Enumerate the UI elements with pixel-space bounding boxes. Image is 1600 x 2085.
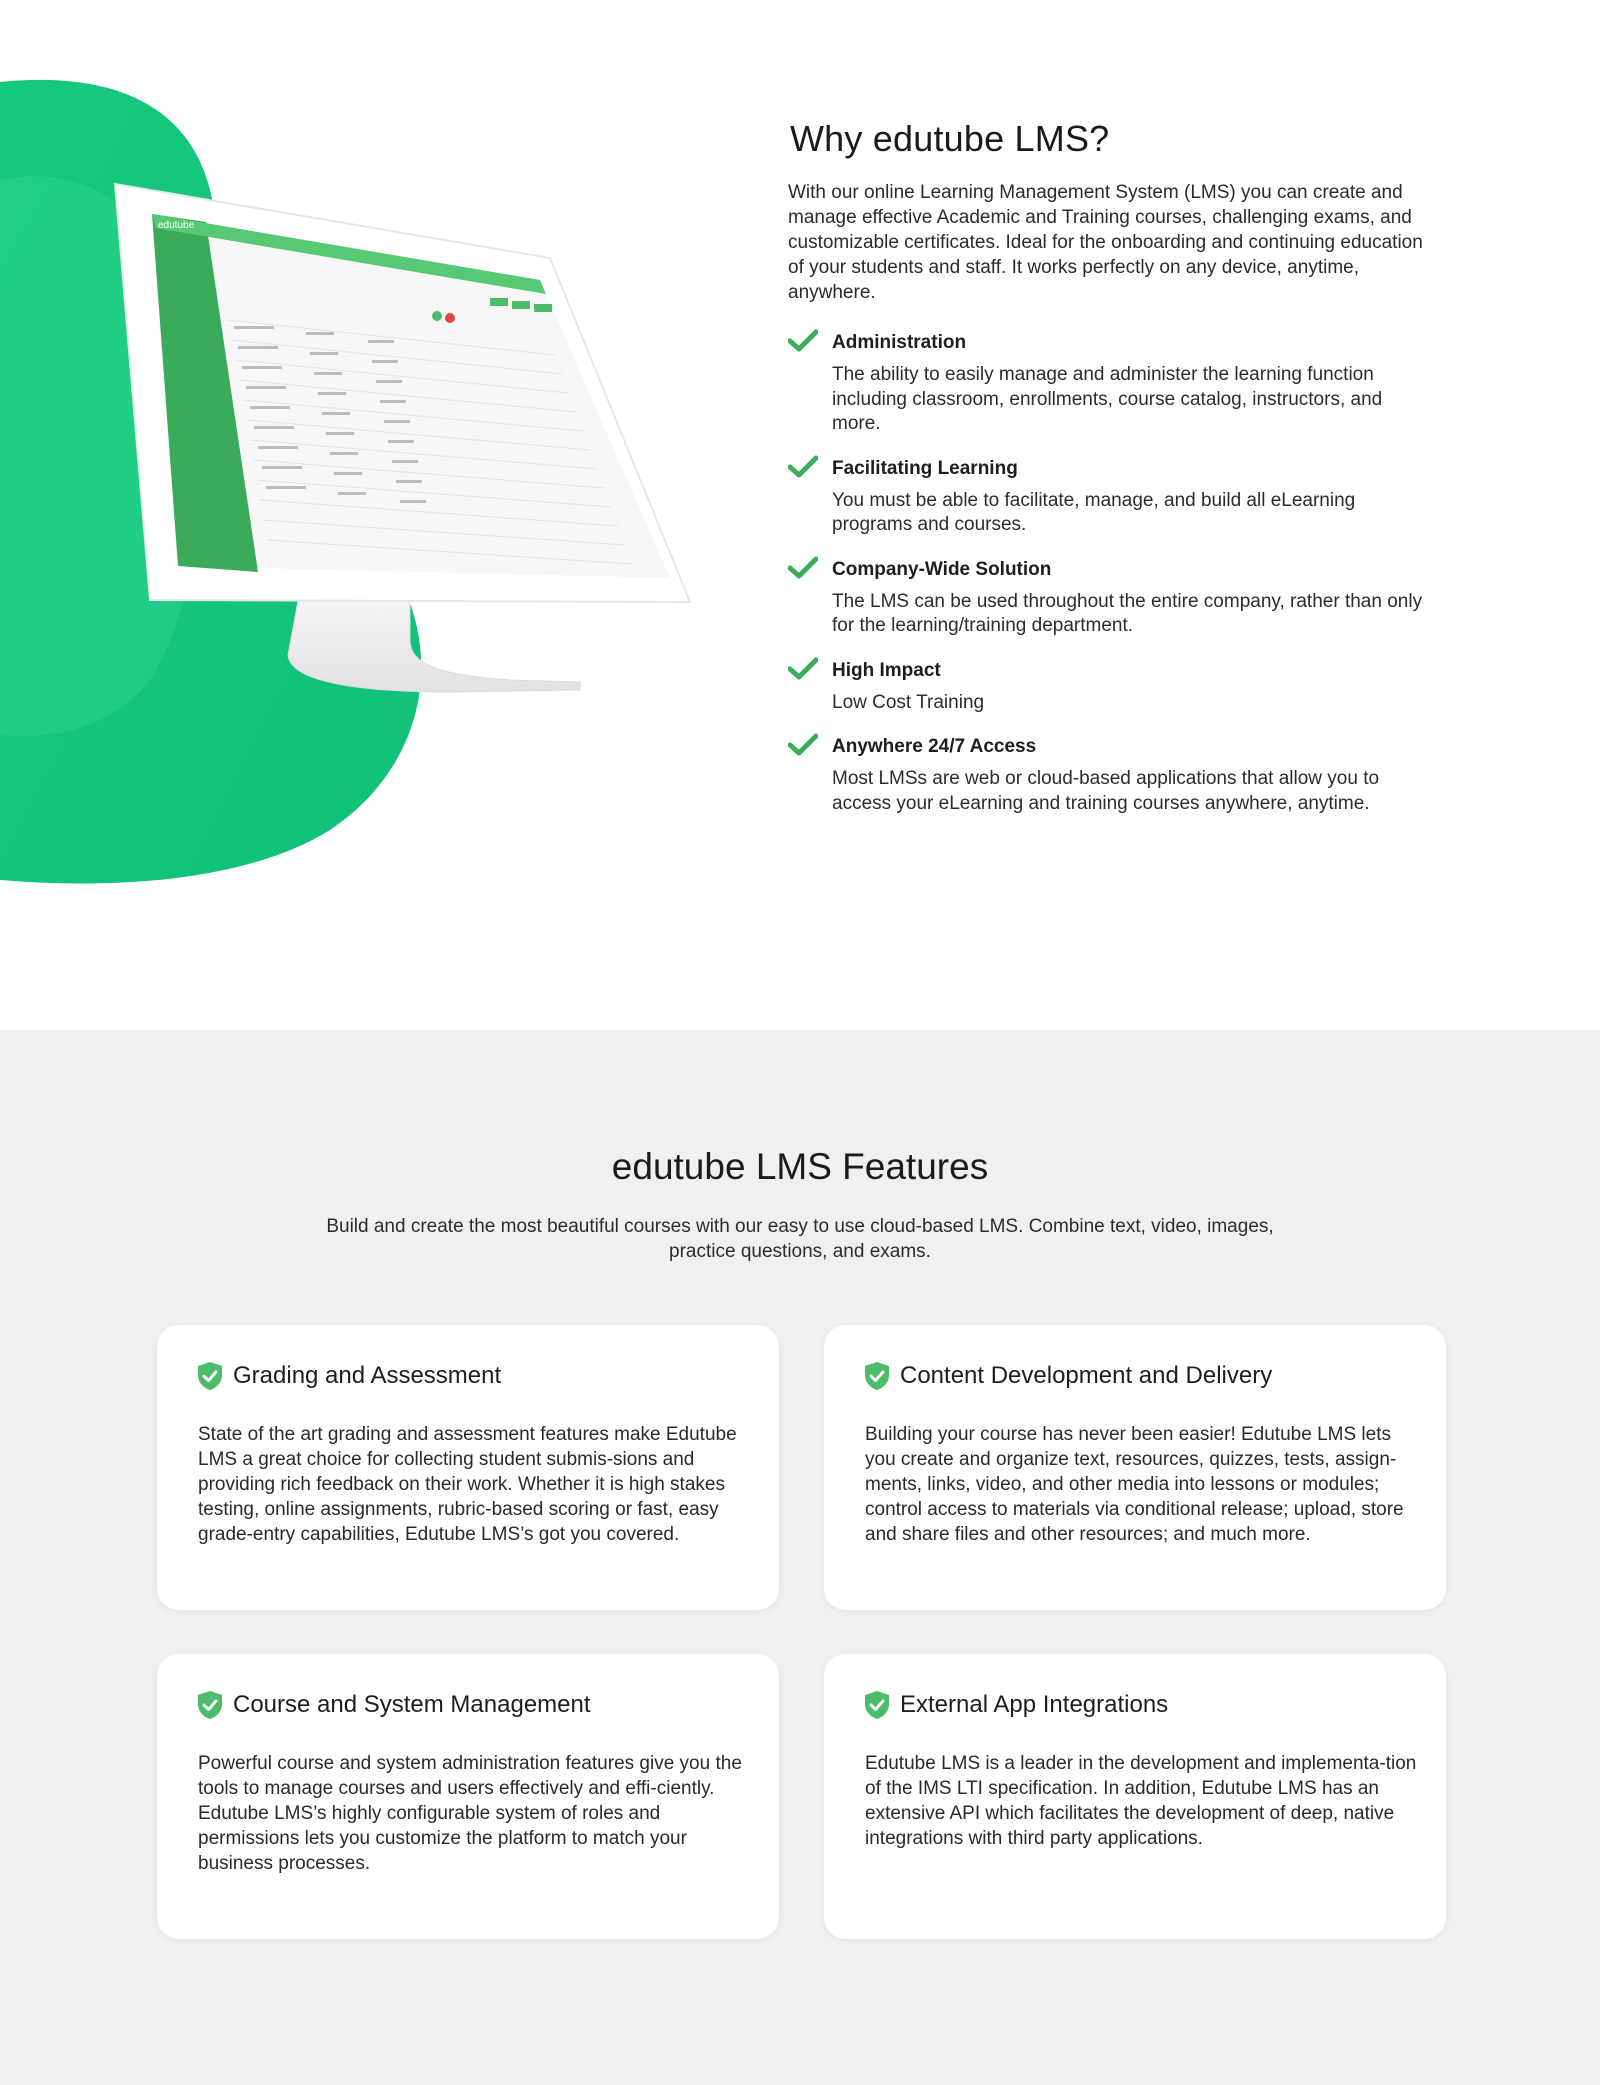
feature-card-body: Building your course has never been easier! Edutube LMS lets you create and organize text, resources, quizzes, tests, assign-ments, links, video, and other media into lessons or modules; control access to materials via conditional release; upload, store and share files and other resources; and much more. bbox=[865, 1424, 1404, 1545]
shield-check-icon bbox=[197, 1690, 223, 1720]
feature-card-management bbox=[157, 1654, 779, 1939]
benefit-description: The LMS can be used throughout the entire company, rather than only for the learning/training department. bbox=[832, 590, 1423, 636]
benefit-description: Low Cost Training bbox=[832, 691, 985, 713]
benefit-item bbox=[788, 735, 1428, 816]
monitor-illustration bbox=[110, 170, 710, 710]
features-title: edutube LMS Features bbox=[611, 1146, 989, 1187]
check-icon bbox=[788, 657, 818, 681]
why-section bbox=[788, 118, 1428, 836]
feature-card-title: Grading and Assessment bbox=[233, 1362, 502, 1389]
benefit-description: You must be able to facilitate, manage, and build all eLearning programs and courses. bbox=[832, 489, 1356, 535]
benefit-title: Facilitating Learning bbox=[832, 457, 1018, 479]
benefit-title: Administration bbox=[832, 332, 967, 353]
benefit-title: Anywhere 24/7 Access bbox=[832, 736, 1037, 757]
feature-card-grading bbox=[157, 1325, 779, 1610]
feature-card-body: Edutube LMS is a leader in the development and implementa-tion of the IMS LTI specification. In addition, Edutube LMS has an extensive API which facilitates the development of deep, native integrations with third party applications. bbox=[865, 1753, 1417, 1849]
benefit-title: Company-Wide Solution bbox=[832, 558, 1052, 580]
benefit-description: Most LMSs are web or cloud-based applications that allow you to access your eLearning and training courses anywhere, anytime. bbox=[832, 768, 1380, 814]
feature-card-title: External App Integrations bbox=[900, 1691, 1169, 1718]
why-title: Why edutube LMS? bbox=[790, 118, 1110, 159]
check-icon bbox=[788, 733, 818, 757]
benefit-item bbox=[788, 457, 1428, 538]
feature-card-title: Content Development and Delivery bbox=[900, 1362, 1273, 1389]
feature-card-integrations bbox=[824, 1654, 1446, 1939]
features-section bbox=[0, 1030, 1600, 2085]
benefit-item bbox=[788, 659, 1428, 716]
monitor-brand: edutube bbox=[158, 220, 195, 231]
feature-card-body: Powerful course and system administration features give you the tools to manage courses and users effectively and effi-ciently. Edutube LMS’s highly configurable system of roles and permissions lets you customize the platform to match your business processes. bbox=[198, 1753, 742, 1874]
benefit-title: High Impact bbox=[832, 659, 941, 681]
check-icon bbox=[788, 556, 818, 580]
why-intro: With our online Learning Management System (LMS) you can create and manage effective Academic and Training courses, challenging exams, and customizable certificates. Ideal for the onboarding and continuing education of your students and staff. It works perfectly on any device, anytime, anywhere. bbox=[788, 182, 1423, 303]
shield-check-icon bbox=[864, 1690, 890, 1720]
shield-check-icon bbox=[197, 1361, 223, 1391]
hero-section bbox=[0, 0, 1600, 1030]
features-subtitle: Build and create the most beautiful courses with our easy to use cloud-based LMS. Combine text, video, images, practice questions, and exams. bbox=[326, 1216, 1274, 1262]
benefit-item bbox=[788, 558, 1428, 639]
shield-check-icon bbox=[864, 1361, 890, 1391]
feature-card-content bbox=[824, 1325, 1446, 1610]
feature-card-body: State of the art grading and assessment features make Edutube LMS a great choice for collecting student submis-sions and providing rich feedback on their work. Whether it is high stakes testing, online assignments, rubric-based scoring or fast, easy grade-entry capabilities, Edutube LMS’s got you covered. bbox=[198, 1424, 737, 1545]
check-icon bbox=[788, 329, 818, 353]
check-icon bbox=[788, 455, 818, 479]
benefit-description: The ability to easily manage and administer the learning function including classroom, enrollments, course catalog, instructors, and more. bbox=[832, 364, 1383, 434]
benefit-item bbox=[788, 331, 1428, 437]
feature-card-title: Course and System Management bbox=[233, 1691, 591, 1718]
